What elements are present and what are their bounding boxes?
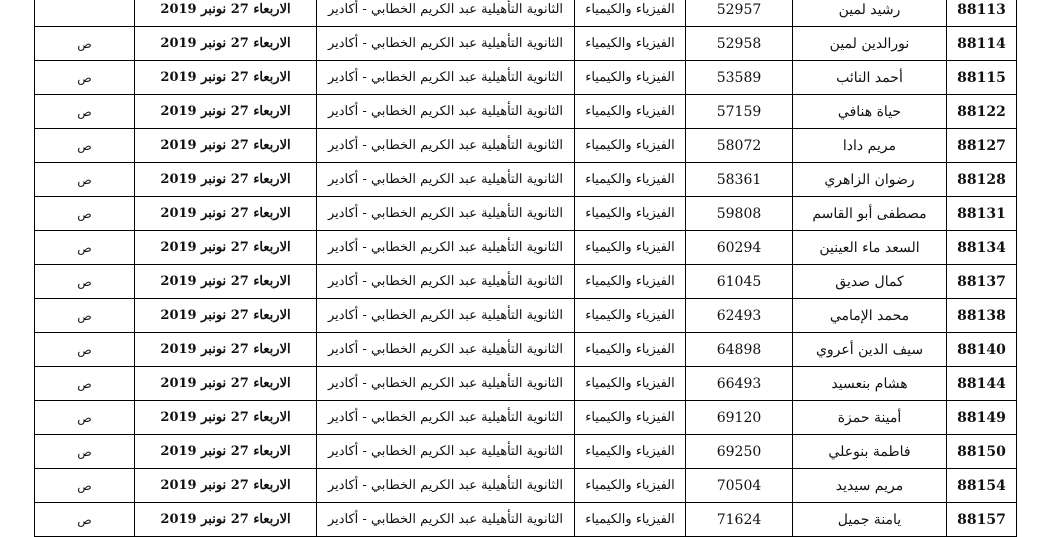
candidate-number-cell: 66493 xyxy=(686,367,793,401)
exam-date-cell: الاربعاء 27 نونبر 2019 xyxy=(135,503,317,537)
candidate-name-cell: فاطمة بنوعلي xyxy=(793,435,947,469)
subject-cell: الفيزياء والكيمياء xyxy=(575,469,686,503)
exam-date-cell: الاربعاء 27 نونبر 2019 xyxy=(135,0,317,27)
table-row xyxy=(35,469,1017,503)
candidate-id-cell: 88115 xyxy=(947,61,1017,95)
session-cell: ص xyxy=(35,197,135,231)
table-row xyxy=(35,299,1017,333)
table-row xyxy=(35,0,1017,27)
subject-cell: الفيزياء والكيمياء xyxy=(575,435,686,469)
school-cell: الثانوية التأهيلية عبد الكريم الخطابي - أكادير xyxy=(317,197,575,231)
table-row xyxy=(35,197,1017,231)
exam-date-cell: الاربعاء 27 نونبر 2019 xyxy=(135,61,317,95)
candidate-id-cell: 88157 xyxy=(947,503,1017,537)
candidate-id-cell: 88128 xyxy=(947,163,1017,197)
candidate-number-cell: 69120 xyxy=(686,401,793,435)
candidate-id-cell: 88114 xyxy=(947,27,1017,61)
session-cell: ص xyxy=(35,435,135,469)
session-cell: ص xyxy=(35,61,135,95)
candidate-number-cell: 58361 xyxy=(686,163,793,197)
exam-date-cell: الاربعاء 27 نونبر 2019 xyxy=(135,163,317,197)
candidate-id-cell: 88122 xyxy=(947,95,1017,129)
session-cell: ص xyxy=(35,129,135,163)
session-cell: ص xyxy=(35,503,135,537)
candidate-id-cell: 88137 xyxy=(947,265,1017,299)
subject-cell: الفيزياء والكيمياء xyxy=(575,401,686,435)
exam-date-cell: الاربعاء 27 نونبر 2019 xyxy=(135,367,317,401)
school-cell: الثانوية التأهيلية عبد الكريم الخطابي - أكادير xyxy=(317,299,575,333)
school-cell: الثانوية التأهيلية عبد الكريم الخطابي - أكادير xyxy=(317,469,575,503)
subject-cell: الفيزياء والكيمياء xyxy=(575,367,686,401)
candidate-id-cell: 88134 xyxy=(947,231,1017,265)
school-cell: الثانوية التأهيلية عبد الكريم الخطابي - أكادير xyxy=(317,27,575,61)
table-row xyxy=(35,163,1017,197)
session-cell xyxy=(35,0,135,27)
exam-date-cell: الاربعاء 27 نونبر 2019 xyxy=(135,231,317,265)
subject-cell: الفيزياء والكيمياء xyxy=(575,265,686,299)
school-cell: الثانوية التأهيلية عبد الكريم الخطابي - أكادير xyxy=(317,95,575,129)
exam-date-cell: الاربعاء 27 نونبر 2019 xyxy=(135,469,317,503)
subject-cell: الفيزياء والكيمياء xyxy=(575,129,686,163)
candidate-name-cell: هشام بنعسيد xyxy=(793,367,947,401)
school-cell: الثانوية التأهيلية عبد الكريم الخطابي - أكادير xyxy=(317,231,575,265)
candidate-name-cell: حياة هنافي xyxy=(793,95,947,129)
candidates-table xyxy=(34,0,1017,537)
exam-date-cell: الاربعاء 27 نونبر 2019 xyxy=(135,435,317,469)
subject-cell: الفيزياء والكيمياء xyxy=(575,95,686,129)
candidate-id-cell: 88140 xyxy=(947,333,1017,367)
session-cell: ص xyxy=(35,333,135,367)
candidate-id-cell: 88154 xyxy=(947,469,1017,503)
school-cell: الثانوية التأهيلية عبد الكريم الخطابي - أكادير xyxy=(317,265,575,299)
candidate-number-cell: 58072 xyxy=(686,129,793,163)
candidate-number-cell: 59808 xyxy=(686,197,793,231)
candidate-id-cell: 88144 xyxy=(947,367,1017,401)
table-row xyxy=(35,265,1017,299)
exam-date-cell: الاربعاء 27 نونبر 2019 xyxy=(135,197,317,231)
candidate-number-cell: 70504 xyxy=(686,469,793,503)
candidate-id-cell: 88127 xyxy=(947,129,1017,163)
table-row xyxy=(35,27,1017,61)
candidate-name-cell: يامنة جميل xyxy=(793,503,947,537)
session-cell: ص xyxy=(35,27,135,61)
candidate-number-cell: 64898 xyxy=(686,333,793,367)
subject-cell: الفيزياء والكيمياء xyxy=(575,163,686,197)
table-row xyxy=(35,129,1017,163)
school-cell: الثانوية التأهيلية عبد الكريم الخطابي - أكادير xyxy=(317,129,575,163)
results-sheet xyxy=(34,0,1016,537)
candidate-id-cell: 88150 xyxy=(947,435,1017,469)
candidate-name-cell: السعد ماء العينين xyxy=(793,231,947,265)
exam-date-cell: الاربعاء 27 نونبر 2019 xyxy=(135,129,317,163)
candidate-id-cell: 88138 xyxy=(947,299,1017,333)
subject-cell: الفيزياء والكيمياء xyxy=(575,0,686,27)
subject-cell: الفيزياء والكيمياء xyxy=(575,231,686,265)
session-cell: ص xyxy=(35,265,135,299)
table-row xyxy=(35,61,1017,95)
candidate-name-cell: مصطفى أبو القاسم xyxy=(793,197,947,231)
exam-date-cell: الاربعاء 27 نونبر 2019 xyxy=(135,27,317,61)
school-cell: الثانوية التأهيلية عبد الكريم الخطابي - أكادير xyxy=(317,0,575,27)
table-row xyxy=(35,367,1017,401)
exam-date-cell: الاربعاء 27 نونبر 2019 xyxy=(135,95,317,129)
school-cell: الثانوية التأهيلية عبد الكريم الخطابي - أكادير xyxy=(317,61,575,95)
school-cell: الثانوية التأهيلية عبد الكريم الخطابي - أكادير xyxy=(317,503,575,537)
session-cell: ص xyxy=(35,163,135,197)
candidate-name-cell: مريم دادا xyxy=(793,129,947,163)
subject-cell: الفيزياء والكيمياء xyxy=(575,197,686,231)
candidate-number-cell: 62493 xyxy=(686,299,793,333)
candidate-number-cell: 71624 xyxy=(686,503,793,537)
table-row xyxy=(35,401,1017,435)
school-cell: الثانوية التأهيلية عبد الكريم الخطابي - أكادير xyxy=(317,435,575,469)
table-row xyxy=(35,503,1017,537)
table-row xyxy=(35,435,1017,469)
session-cell: ص xyxy=(35,299,135,333)
subject-cell: الفيزياء والكيمياء xyxy=(575,61,686,95)
candidate-number-cell: 57159 xyxy=(686,95,793,129)
candidate-name-cell: رضوان الزاهري xyxy=(793,163,947,197)
table-row xyxy=(35,95,1017,129)
candidate-name-cell: مريم سيديد xyxy=(793,469,947,503)
school-cell: الثانوية التأهيلية عبد الكريم الخطابي - أكادير xyxy=(317,163,575,197)
session-cell: ص xyxy=(35,401,135,435)
school-cell: الثانوية التأهيلية عبد الكريم الخطابي - أكادير xyxy=(317,367,575,401)
exam-date-cell: الاربعاء 27 نونبر 2019 xyxy=(135,401,317,435)
subject-cell: الفيزياء والكيمياء xyxy=(575,503,686,537)
table-row xyxy=(35,231,1017,265)
candidate-number-cell: 52957 xyxy=(686,0,793,27)
candidate-number-cell: 61045 xyxy=(686,265,793,299)
candidate-name-cell: رشيد لمين xyxy=(793,0,947,27)
subject-cell: الفيزياء والكيمياء xyxy=(575,299,686,333)
exam-date-cell: الاربعاء 27 نونبر 2019 xyxy=(135,265,317,299)
candidate-number-cell: 69250 xyxy=(686,435,793,469)
subject-cell: الفيزياء والكيمياء xyxy=(575,27,686,61)
session-cell: ص xyxy=(35,231,135,265)
candidate-number-cell: 60294 xyxy=(686,231,793,265)
candidate-name-cell: نورالدين لمين xyxy=(793,27,947,61)
exam-date-cell: الاربعاء 27 نونبر 2019 xyxy=(135,299,317,333)
subject-cell: الفيزياء والكيمياء xyxy=(575,333,686,367)
candidate-name-cell: سيف الدين أعروي xyxy=(793,333,947,367)
session-cell: ص xyxy=(35,95,135,129)
session-cell: ص xyxy=(35,469,135,503)
candidate-number-cell: 52958 xyxy=(686,27,793,61)
candidate-id-cell: 88113 xyxy=(947,0,1017,27)
candidate-name-cell: محمد الإمامي xyxy=(793,299,947,333)
candidate-name-cell: كمال صديق xyxy=(793,265,947,299)
candidate-id-cell: 88149 xyxy=(947,401,1017,435)
school-cell: الثانوية التأهيلية عبد الكريم الخطابي - أكادير xyxy=(317,401,575,435)
candidate-name-cell: أحمد النائب xyxy=(793,61,947,95)
session-cell: ص xyxy=(35,367,135,401)
candidate-id-cell: 88131 xyxy=(947,197,1017,231)
table-body xyxy=(35,0,1017,537)
candidate-number-cell: 53589 xyxy=(686,61,793,95)
school-cell: الثانوية التأهيلية عبد الكريم الخطابي - أكادير xyxy=(317,333,575,367)
candidate-name-cell: أمينة حمزة xyxy=(793,401,947,435)
exam-date-cell: الاربعاء 27 نونبر 2019 xyxy=(135,333,317,367)
table-row xyxy=(35,333,1017,367)
